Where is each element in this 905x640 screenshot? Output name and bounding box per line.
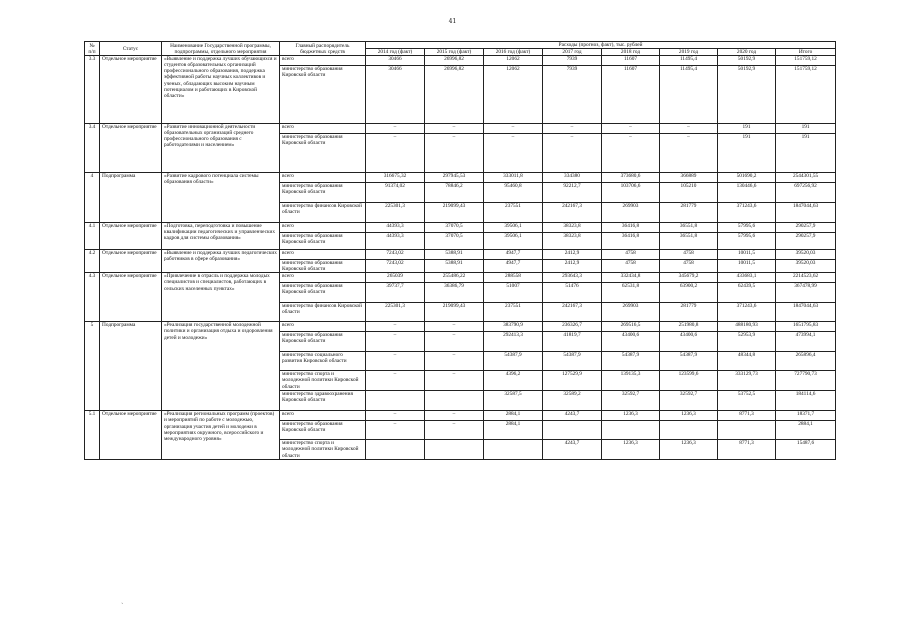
- cell-value: 78846,2: [425, 183, 484, 203]
- cell-value: 32589,2: [543, 391, 602, 411]
- cell-value: [366, 391, 425, 411]
- row-index: 3.4: [85, 124, 100, 173]
- cell-value: 32592,7: [602, 391, 660, 411]
- cell-value: 373680,6: [602, 173, 660, 183]
- table-row: [85, 56, 836, 66]
- cell-value: 44393,3: [366, 233, 425, 250]
- header-year: 2019 год: [660, 49, 718, 56]
- cell-value: 2884,1: [484, 421, 543, 440]
- cell-value: 191: [718, 124, 776, 134]
- cell-value: 10011,5: [718, 260, 776, 273]
- cell-value: [425, 440, 484, 460]
- cell-total: 191: [776, 134, 836, 173]
- cell-value: 36386,79: [425, 283, 484, 303]
- cell-value: –: [484, 124, 543, 134]
- cell-value: 4758: [602, 260, 660, 273]
- cell-value: 281779: [660, 203, 718, 223]
- table-row: [85, 273, 836, 283]
- row-status: Отдельное мероприятие: [100, 56, 162, 124]
- cell-value: 92212,7: [543, 183, 602, 203]
- cell-value: 288558: [484, 273, 543, 283]
- cell-value: 62439,5: [718, 283, 776, 303]
- cell-value: 191: [718, 134, 776, 173]
- row-admin: всего: [280, 250, 366, 260]
- header-year: 2016 год (факт): [484, 49, 543, 56]
- row-admin: министерство образования Кировской области: [280, 332, 366, 352]
- row-admin: министерство спорта и молодежной политики Кировской области: [280, 440, 366, 460]
- row-index: 4.1: [85, 223, 100, 250]
- cell-value: 333011,8: [484, 173, 543, 183]
- cell-total: 290257,9: [776, 223, 836, 233]
- cell-total: 2214523,62: [776, 273, 836, 283]
- cell-value: 7939: [543, 56, 602, 66]
- cell-value: 36416,8: [602, 233, 660, 250]
- cell-value: –: [425, 352, 484, 371]
- cell-value: 63900,2: [660, 283, 718, 303]
- cell-total: 39520,03: [776, 260, 836, 273]
- row-status: Отдельное мероприятие: [100, 411, 162, 460]
- cell-value: 7243,02: [366, 260, 425, 273]
- cell-value: 62531,8: [602, 283, 660, 303]
- cell-value: 57995,6: [718, 223, 776, 233]
- cell-value: 52953,9: [718, 332, 776, 352]
- cell-value: 37070,5: [425, 233, 484, 250]
- row-admin: всего: [280, 124, 366, 134]
- table-row: [85, 250, 836, 260]
- cell-value: 36416,8: [602, 223, 660, 233]
- cell-value: 251980,8: [660, 322, 718, 332]
- cell-total: 15487,6: [776, 440, 836, 460]
- cell-value: 36551,8: [660, 233, 718, 250]
- cell-value: 345679,2: [660, 273, 718, 283]
- row-status: Подпрограмма: [100, 173, 162, 223]
- cell-value: 11607: [602, 66, 660, 124]
- cell-value: 4243,7: [543, 411, 602, 421]
- cell-total: 1847044,63: [776, 203, 836, 223]
- row-admin: министерство образования Кировской области: [280, 233, 366, 250]
- header-name: Наименование Государственной программы, подпрограммы, отдельного мероприятия: [162, 42, 280, 56]
- row-index: 4.2: [85, 250, 100, 273]
- cell-value: –: [484, 134, 543, 173]
- header-row-1: [85, 42, 836, 49]
- cell-value: 236326,7: [543, 322, 602, 332]
- cell-total: 151759,12: [776, 56, 836, 66]
- cell-total: 191: [776, 124, 836, 134]
- cell-value: 2884,1: [484, 411, 543, 421]
- cell-total: 151759,12: [776, 66, 836, 124]
- row-name: «Реализация государственной молодежной политики и организация отдыха и оздоровления детей и молодежи»: [162, 322, 280, 411]
- cell-value: –: [602, 134, 660, 173]
- cell-value: 48344,8: [718, 352, 776, 371]
- cell-value: 11495,4: [660, 66, 718, 124]
- cell-value: 4243,7: [543, 440, 602, 460]
- cell-value: 32587,5: [484, 391, 543, 411]
- header-status: Статус: [100, 42, 162, 56]
- table-row: [85, 173, 836, 183]
- cell-value: 51476: [543, 283, 602, 303]
- cell-value: 11607: [602, 56, 660, 66]
- cell-value: 26996,82: [425, 56, 484, 66]
- cell-total: 473994,1: [776, 332, 836, 352]
- cell-value: 50192,9: [718, 56, 776, 66]
- row-admin: всего: [280, 173, 366, 183]
- cell-value: [543, 421, 602, 440]
- row-index: 4: [85, 173, 100, 223]
- cell-value: 242167,3: [543, 203, 602, 223]
- cell-value: 281779: [660, 303, 718, 322]
- cell-value: 103706,6: [602, 183, 660, 203]
- cell-value: –: [366, 371, 425, 391]
- row-name: «Развитие инновационной деятельности образовательных организаций среднего профессионального образования с работодателями и населением»: [162, 124, 280, 173]
- cell-value: 123599,6: [660, 371, 718, 391]
- cell-total: 727790,73: [776, 371, 836, 391]
- cell-value: 43400,6: [660, 332, 718, 352]
- cell-value: 4758: [602, 250, 660, 260]
- row-admin: всего: [280, 273, 366, 283]
- row-status: Отдельное мероприятие: [100, 273, 162, 322]
- cell-value: 2412,9: [543, 260, 602, 273]
- row-admin: всего: [280, 223, 366, 233]
- cell-value: [484, 440, 543, 460]
- row-index: 5: [85, 322, 100, 411]
- cell-value: 39506,1: [484, 233, 543, 250]
- header-total: Итого: [776, 49, 836, 56]
- cell-value: –: [602, 124, 660, 134]
- row-name: «Выявление и поддержка лучших обучающихся и студентов образовательных организаций профессионального образования, поддержка эффективной работы научных коллективов и ученых, обладающих высоким научным потенциалом и работающих в Кировской области»: [162, 56, 280, 124]
- cell-value: 225301,3: [366, 203, 425, 223]
- cell-value: 54387,9: [660, 352, 718, 371]
- cell-total: 265896,4: [776, 352, 836, 371]
- cell-total: 2544301,55: [776, 173, 836, 183]
- cell-value: 51007: [484, 283, 543, 303]
- cell-total: 2884,1: [776, 421, 836, 440]
- cell-value: –: [425, 411, 484, 421]
- row-admin: министерство образования Кировской области: [280, 421, 366, 440]
- table-row: [85, 322, 836, 332]
- cell-value: 95460,8: [484, 183, 543, 203]
- row-name: «Подготовка, переподготовка и повышение квалификации педагогических и управленческих кадров для системы образования»: [162, 223, 280, 250]
- cell-value: 1236,3: [602, 440, 660, 460]
- row-name: «Выявление и поддержка лучших педагогических работников в сфере образования»: [162, 250, 280, 273]
- cell-value: 292413,3: [484, 332, 543, 352]
- cell-value: 26996,82: [425, 66, 484, 124]
- row-index: 3.3: [85, 56, 100, 124]
- cell-value: –: [425, 371, 484, 391]
- cell-value: 269903: [602, 203, 660, 223]
- cell-value: 219099,43: [425, 303, 484, 322]
- cell-value: [718, 421, 776, 440]
- cell-value: 269516,5: [602, 322, 660, 332]
- page-number: 41: [448, 18, 457, 25]
- cell-value: –: [660, 124, 718, 134]
- row-status: Отдельное мероприятие: [100, 223, 162, 250]
- cell-value: 4758: [660, 260, 718, 273]
- cell-value: 7939: [543, 66, 602, 124]
- cell-value: –: [425, 134, 484, 173]
- cell-value: –: [425, 421, 484, 440]
- table-row: [85, 223, 836, 233]
- cell-value: –: [366, 411, 425, 421]
- cell-value: 37070,5: [425, 223, 484, 233]
- header-year: 2020 год: [718, 49, 776, 56]
- table-row: [85, 124, 836, 134]
- cell-value: 1236,3: [660, 411, 718, 421]
- cell-total: 367478,99: [776, 283, 836, 303]
- row-name: «Привлечение в отрасль и поддержка молодых специалистов и специалистов, работающих в сельских населенных пунктах»: [162, 273, 280, 322]
- cell-value: 44393,3: [366, 223, 425, 233]
- cell-value: –: [366, 124, 425, 134]
- row-admin: министерство здравоохранения Кировской области: [280, 391, 366, 411]
- cell-total: 290257,9: [776, 233, 836, 250]
- cell-value: 54387,9: [543, 352, 602, 371]
- cell-value: –: [366, 352, 425, 371]
- cell-value: 371243,6: [718, 203, 776, 223]
- cell-value: –: [366, 332, 425, 352]
- cell-value: 293643,3: [543, 273, 602, 283]
- cell-value: 54387,9: [484, 352, 543, 371]
- cell-value: –: [366, 134, 425, 173]
- cell-value: 53752,5: [718, 391, 776, 411]
- cell-value: 12062: [484, 56, 543, 66]
- cell-value: 297945,53: [425, 173, 484, 183]
- cell-value: 10011,5: [718, 250, 776, 260]
- cell-value: 127529,9: [543, 371, 602, 391]
- header-admin: Главный распорядитель бюджетных средств: [280, 42, 366, 56]
- cell-value: 501690,2: [718, 173, 776, 183]
- cell-value: 57995,6: [718, 233, 776, 250]
- table-row: [85, 411, 836, 421]
- cell-total: 39520,03: [776, 250, 836, 260]
- cell-value: 237551: [484, 303, 543, 322]
- table-body: [85, 56, 836, 460]
- header-year: 2018 год: [602, 49, 660, 56]
- cell-total: 1651795,83: [776, 322, 836, 332]
- row-index: 4.3: [85, 273, 100, 322]
- row-admin: министерство образования Кировской области: [280, 134, 366, 173]
- cell-value: 36551,8: [660, 223, 718, 233]
- row-admin: всего: [280, 411, 366, 421]
- cell-value: 237551: [484, 203, 543, 223]
- cell-value: –: [425, 322, 484, 332]
- cell-value: 334380: [543, 173, 602, 183]
- row-status: Отдельное мероприятие: [100, 124, 162, 173]
- cell-value: 54387,9: [602, 352, 660, 371]
- cell-value: 32592,7: [660, 391, 718, 411]
- cell-total: 184114,6: [776, 391, 836, 411]
- row-status: Подпрограмма: [100, 322, 162, 411]
- cell-value: 43400,6: [602, 332, 660, 352]
- row-admin: всего: [280, 322, 366, 332]
- header-year: 2014 год (факт): [366, 49, 425, 56]
- row-admin: министерство социального развития Кировской области: [280, 352, 366, 371]
- header-year: 2017 год: [543, 49, 602, 56]
- cell-value: [425, 391, 484, 411]
- cell-value: –: [425, 332, 484, 352]
- row-admin: министерство образования Кировской области: [280, 66, 366, 124]
- cell-value: 433683,1: [718, 273, 776, 283]
- cell-value: 5388,91: [425, 260, 484, 273]
- cell-value: 130446,6: [718, 183, 776, 203]
- cell-value: 105210: [660, 183, 718, 203]
- cell-value: 7243,02: [366, 250, 425, 260]
- row-admin: министерство финансов Кировской области: [280, 203, 366, 223]
- cell-value: 366889: [660, 173, 718, 183]
- cell-total: 697256,92: [776, 183, 836, 203]
- cell-value: 39737,7: [366, 283, 425, 303]
- cell-value: 41819,7: [543, 332, 602, 352]
- row-admin: всего: [280, 56, 366, 66]
- header-year: 2015 год (факт): [425, 49, 484, 56]
- row-name: «Реализация региональных программ (проектов) и мероприятий по работе с молодежью, организация участия детей и молодежи в мероприятиях окружного, всероссийского и международного уровня»: [162, 411, 280, 460]
- cell-value: –: [366, 322, 425, 332]
- cell-value: 5388,91: [425, 250, 484, 260]
- cell-value: [366, 440, 425, 460]
- row-admin: министерство финансов Кировской области: [280, 303, 366, 322]
- header-expenses-group: Расходы (прогноз, факт), тыс. рублей: [366, 42, 836, 49]
- cell-value: –: [366, 421, 425, 440]
- cell-value: –: [660, 134, 718, 173]
- row-admin: министерство спорта и молодежной политики Кировской области: [280, 371, 366, 391]
- scan-mark: `: [121, 603, 124, 610]
- cell-value: 383790,9: [484, 322, 543, 332]
- cell-value: 4947,7: [484, 250, 543, 260]
- cell-value: 1236,3: [602, 411, 660, 421]
- cell-value: [602, 421, 660, 440]
- cell-value: 38323,8: [543, 223, 602, 233]
- row-index: 5.1: [85, 411, 100, 460]
- cell-value: 265039: [366, 273, 425, 283]
- row-admin: министерство образования Кировской области: [280, 183, 366, 203]
- cell-value: 139135,3: [602, 371, 660, 391]
- cell-value: 488180,93: [718, 322, 776, 332]
- cell-value: 38323,8: [543, 233, 602, 250]
- cell-value: –: [543, 124, 602, 134]
- row-name: «Развитие кадрового потенциала системы образования области»: [162, 173, 280, 223]
- cell-value: 50192,9: [718, 66, 776, 124]
- cell-value: 316675,32: [366, 173, 425, 183]
- cell-value: 4947,7: [484, 260, 543, 273]
- cell-value: 242167,3: [543, 303, 602, 322]
- cell-value: 91374,02: [366, 183, 425, 203]
- cell-value: 269903: [602, 303, 660, 322]
- row-admin: министерство образования Кировской области: [280, 260, 366, 273]
- cell-value: 4758: [660, 250, 718, 260]
- cell-value: 11495,4: [660, 56, 718, 66]
- header-idx: № п/п: [85, 42, 100, 56]
- cell-value: [660, 421, 718, 440]
- cell-value: –: [425, 124, 484, 134]
- cell-value: 8771,3: [718, 411, 776, 421]
- cell-value: 219099,43: [425, 203, 484, 223]
- row-status: Отдельное мероприятие: [100, 250, 162, 273]
- budget-table: [84, 41, 836, 460]
- cell-value: 30466: [366, 66, 425, 124]
- cell-value: 332434,8: [602, 273, 660, 283]
- cell-value: 371243,6: [718, 303, 776, 322]
- cell-value: 39506,1: [484, 223, 543, 233]
- cell-value: 30466: [366, 56, 425, 66]
- cell-value: 8771,3: [718, 440, 776, 460]
- cell-value: 225301,3: [366, 303, 425, 322]
- cell-total: 18371,7: [776, 411, 836, 421]
- cell-value: 333129,73: [718, 371, 776, 391]
- cell-value: 1236,3: [660, 440, 718, 460]
- cell-value: 12062: [484, 66, 543, 124]
- cell-total: 1847044,63: [776, 303, 836, 322]
- row-admin: министерство образования Кировской области: [280, 283, 366, 303]
- cell-value: 2412,9: [543, 250, 602, 260]
- cell-value: 4396,2: [484, 371, 543, 391]
- cell-value: –: [543, 134, 602, 173]
- cell-value: 255486,22: [425, 273, 484, 283]
